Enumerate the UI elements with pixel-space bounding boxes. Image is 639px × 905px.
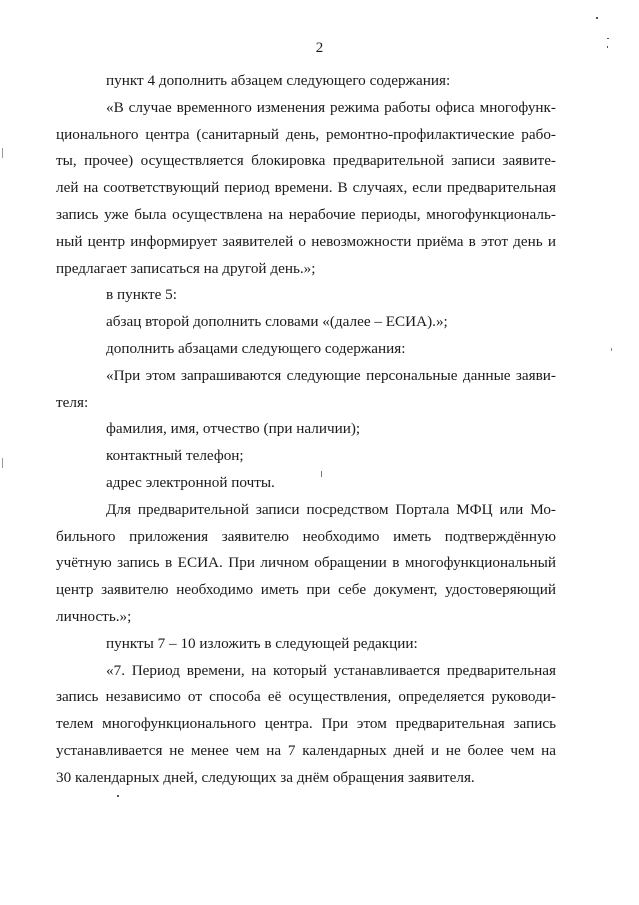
scan-speck	[611, 348, 612, 351]
paragraph-item-7-text-cont	[56, 684, 556, 791]
paragraph-amend-item-4	[56, 68, 556, 95]
text-line: пункт 4 дополнить абзацем следующего содержания:	[106, 72, 451, 89]
text-line: «7. Период времени, на который устанавливается предварительная	[106, 661, 556, 679]
text-line: ты, прочее) осуществляется блокировка предварительной записи заявите-	[56, 152, 556, 170]
paragraph-item-5	[56, 282, 556, 309]
paragraph-list-phone	[56, 443, 556, 470]
text-line: телем многофункционального центра. При этом предварительная запись	[56, 715, 556, 733]
text-line: в пункте 5:	[106, 286, 177, 304]
text-line: предлагает записаться на другой день.»;	[56, 259, 316, 277]
paragraph-items-7-10	[56, 631, 556, 658]
text-line: 30 календарных дней, следующих за днём обращения заявителя.	[56, 768, 475, 786]
document-body	[56, 68, 556, 792]
text-line: лей на соответствующий период времени. В случаях, если предварительная	[56, 179, 556, 197]
text-line: учётную запись в ЕСИА. При личном обращении в многофункциональный	[56, 554, 556, 572]
text-line: адрес электронной почты.	[106, 473, 275, 491]
text-line: устанавливается не менее чем на 7 календарных дней и не более чем на	[56, 741, 556, 759]
text-line: ционального центра (санитарный день, ремонтно-профилактические рабо-	[56, 125, 556, 143]
text-line: абзац второй дополнить словами «(далее – ЕСИА).»;	[106, 313, 448, 331]
text-line: дополнить абзацами следующего содержания:	[106, 339, 406, 357]
text-line: теля:	[56, 393, 89, 411]
paragraph-quoted-schedule-change	[56, 95, 556, 122]
text-line: личность.»;	[56, 607, 132, 625]
text-line: пункты 7 – 10 изложить в следующей редакции:	[106, 634, 418, 652]
text-line: запись независимо от способа её осуществления, определяется руководи-	[56, 688, 556, 706]
paragraph-item-7-text	[56, 658, 556, 685]
text-line: «В случае временного изменения режима работы офиса многофунк-	[106, 98, 556, 116]
scan-speck	[321, 471, 322, 477]
text-line: центр заявителю необходимо иметь при себе документ, удостоверяющий	[56, 581, 556, 599]
paragraph-quoted-personal-data	[56, 363, 556, 390]
scan-speck	[607, 38, 609, 39]
paragraph-list-email	[56, 470, 556, 497]
paragraph-add-abzacs	[56, 336, 556, 363]
text-line: Для предварительной записи посредством Портала МФЦ или Мо-	[106, 500, 556, 518]
text-line: ный центр информирует заявителей о невозможности приёма в этот день и	[56, 232, 556, 250]
paragraph-list-name	[56, 416, 556, 443]
text-line: «При этом запрашиваются следующие персональные данные заяви-	[106, 366, 556, 384]
text-line: контактный телефон;	[106, 447, 244, 465]
scan-speck	[117, 795, 119, 797]
paragraph-quoted-personal-data-cont	[56, 390, 556, 417]
scan-speck	[2, 458, 3, 468]
paragraph-quoted-schedule-change-cont	[56, 122, 556, 283]
text-line: фамилия, имя, отчество (при наличии);	[106, 420, 361, 438]
page-number: 2	[315, 40, 324, 56]
scan-speck	[2, 148, 3, 158]
paragraph-esia-requirement-cont	[56, 524, 556, 631]
paragraph-second-abzac	[56, 309, 556, 336]
paragraph-esia-requirement	[56, 497, 556, 524]
text-line: запись уже была осуществлена на нерабочие периоды, многофункциональ-	[56, 205, 556, 223]
scan-speck	[596, 17, 598, 19]
scan-speck	[607, 46, 608, 48]
text-line: бильного приложения заявителю необходимо иметь подтверждённую	[56, 527, 556, 545]
